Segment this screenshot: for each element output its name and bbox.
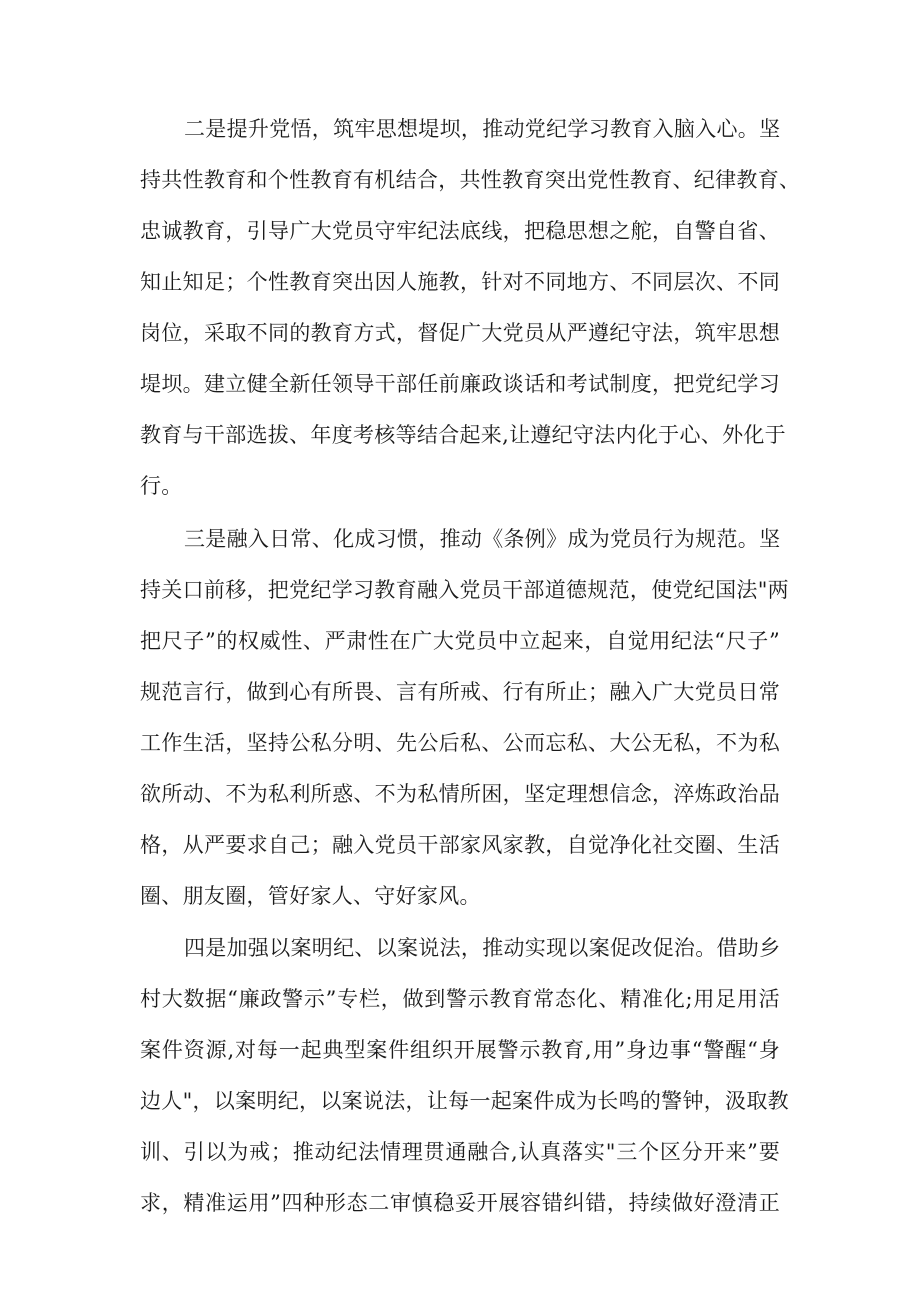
paragraph-line: 把尺子”的权威性、严肃性在广大党员中立起来，自觉用纪法“尺子”: [140, 629, 780, 653]
paragraph-line: 行。: [140, 474, 183, 498]
paragraph-line: 案件资源,对每一起典型案件组织开展警示教育,用”身边事“警醒“身: [140, 1038, 780, 1062]
paragraph-line: 边人"，以案明纪，以案说法，让每一起案件成为长鸣的警钟，汲取教: [140, 1089, 789, 1113]
paragraph-line: 二是提升党悟，筑牢思想堤坝，推动党纪学习教育入脑入心。坚: [184, 117, 781, 141]
paragraph-line: 工作生活，坚持公私分明、先公后私、公而忘私、大公无私，不为私: [140, 731, 780, 755]
paragraph-line: 格，从严要求自己；融入党员干部家风家教，自觉净化社交圈、生活: [140, 833, 780, 857]
paragraph-line: 堤坝。建立健全新任领导干部任前廉政谈话和考试制度，把党纪学习: [140, 372, 780, 396]
paragraph-line: 持关口前移，把党纪学习教育融入党员干部道德规范，使党纪国法"两: [140, 578, 789, 602]
paragraph-line: 村大数据“廉政警示”专栏，做到警示教育常态化、精准化;用足用活: [140, 987, 780, 1011]
paragraph-line: 持共性教育和个性教育有机结合，共性教育突出党性教育、纪律教育、: [140, 168, 801, 192]
paragraph-line: 四是加强以案明纪、以案说法，推动实现以案促改促治。借助乡: [184, 936, 781, 960]
paragraph-line: 圈、朋友圈，管好家人、守好家风。: [140, 884, 481, 908]
paragraph-line: 训、引以为戒；推动纪法情理贯通融合,认真落实"三个区分开来”要: [140, 1140, 780, 1164]
paragraph-line: 三是融入日常、化成习惯，推动《条例》成为党员行为规范。坚: [184, 527, 781, 551]
paragraph-line: 忠诚教育，引导广大党员守牢纪法底线，把稳思想之舵，自警自省、: [140, 219, 780, 243]
paragraph-line: 规范言行，做到心有所畏、言有所戒、行有所止；融入广大党员日常: [140, 680, 780, 704]
paragraph-line: 岗位，采取不同的教育方式，督促广大党员从严遵纪守法，筑牢思想: [140, 321, 780, 345]
paragraph-line: 知止知足；个性教育突出因人施教，针对不同地方、不同层次、不同: [140, 270, 780, 294]
paragraph-line: 欲所动、不为私利所惑、不为私情所困，坚定理想信念，淬炼政治品: [140, 782, 780, 806]
paragraph-line: 教育与干部选拔、年度考核等结合起来,让遵纪守法内化于心、外化于: [140, 423, 786, 447]
paragraph-line: 求，精准运用”四种形态二审慎稳妥开展容错纠错，持续做好澄清正: [140, 1191, 780, 1215]
